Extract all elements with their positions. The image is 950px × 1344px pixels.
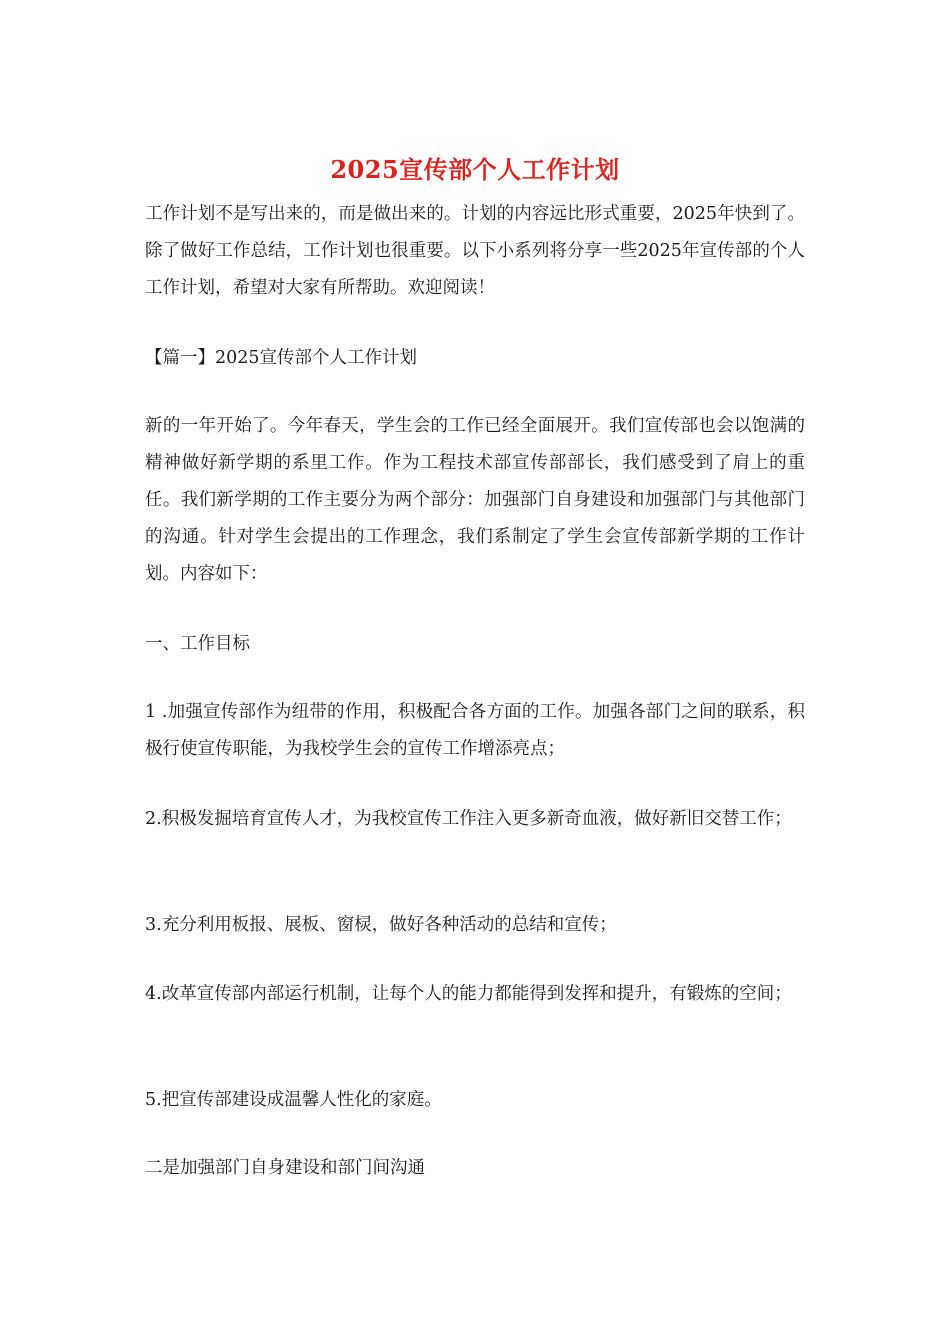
goals-heading: 一、工作目标 <box>145 634 250 654</box>
body-paragraph: 新的一年开始了。今年春天，学生会的工作已经全面展开。我们宣传部也会以饱满的精神做好新学期的系里工作。作为工程技术部宣传部部长，我们感受到了肩上的重任。我们新学期的工作主要分为两个部分：加强部门自身建设和加强部门与其他部门的沟通。针对学生会提出的工作理念，我们系制定了学生会宣传部新学期的工作计划。内容如下： <box>145 416 805 584</box>
goal-item-3: 3.充分利用板报、展板、窗棂，做好各种活动的总结和宣传； <box>145 915 617 935</box>
second-heading: 二是加强部门自身建设和部门间沟通 <box>145 1158 425 1178</box>
document-title: 2025宣传部个人工作计划 <box>330 155 620 184</box>
intro-paragraph: 工作计划不是写出来的，而是做出来的。计划的内容远比形式重要，2025年快到了。除了做好工作总结，工作计划也很重要。以下小系列将分享一些2025年宣传部的个人工作计划，希望对大家有所帮助。欢迎阅读！ <box>145 204 805 298</box>
goal-item-1: 1 .加强宣传部作为纽带的作用，积极配合各方面的工作。加强各部门之间的联系，积极行使宣传职能，为我校学生会的宣传工作增添亮点； <box>145 702 805 759</box>
goal-item-2: 2.积极发掘培育宣传人才，为我校宣传工作注入更多新奇血液，做好新旧交替工作； <box>145 809 792 829</box>
goal-item-5: 5.把宣传部建设成温馨人性化的家庭。 <box>145 1090 442 1110</box>
goal-item-4: 4.改革宣传部内部运行机制，让每个人的能力都能得到发挥和提升，有锻炼的空间； <box>145 984 792 1004</box>
section-heading: 【篇一】2025宣传部个人工作计划 <box>145 348 418 368</box>
